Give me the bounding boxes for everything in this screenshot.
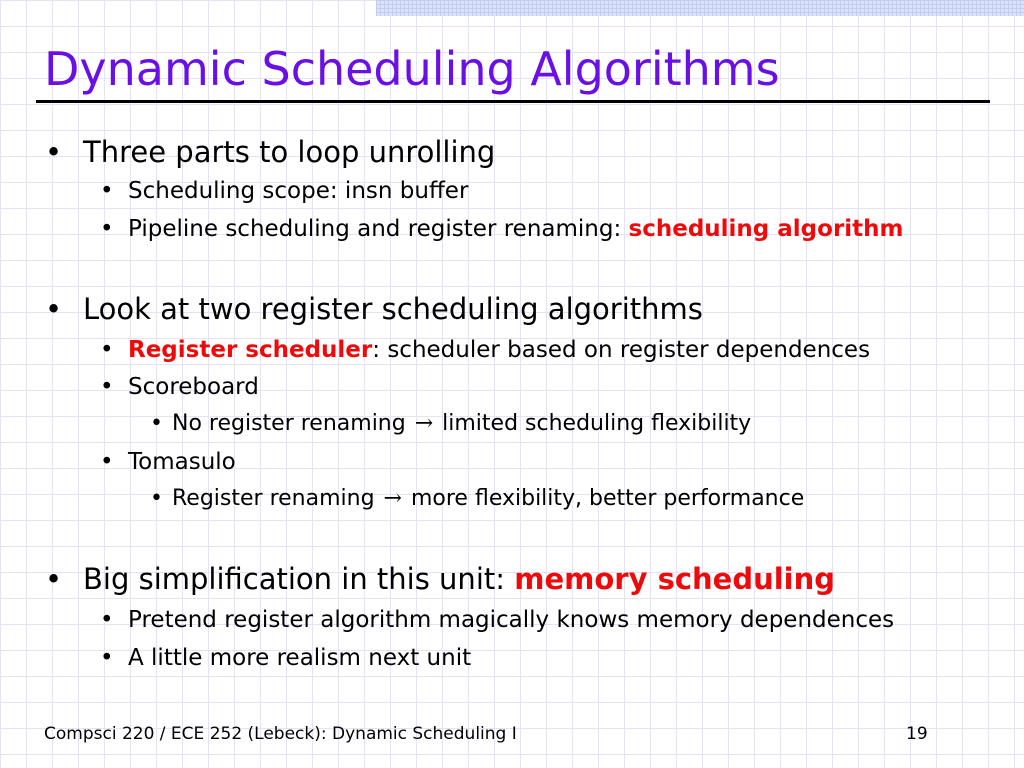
slide-title: Dynamic Scheduling Algorithms <box>44 42 780 96</box>
bullet-text: more flexibility, better performance <box>410 486 805 511</box>
highlight-text: memory scheduling <box>514 562 836 596</box>
bullet-dot: • <box>100 645 114 671</box>
bullet-memory-scheduling <box>45 561 836 597</box>
highlight-text: Register scheduler <box>128 337 373 363</box>
bullet-text: Big simplification in this unit: <box>83 562 515 596</box>
bullet-dot: • <box>100 337 114 363</box>
bullet-dot: • <box>100 178 114 204</box>
bullet-text: limited scheduling flexibility <box>442 411 752 436</box>
bullet-text: Register renaming <box>172 486 375 511</box>
bullet-dot: • <box>100 607 114 633</box>
footer-course: Compsci 220 / ECE 252 (Lebeck): Dynamic Scheduling I <box>44 724 517 744</box>
sub-bullet-realism <box>100 643 472 673</box>
sub-bullet-scoreboard <box>100 372 259 402</box>
bullet-dot: • <box>100 216 114 242</box>
bullet-dot: • <box>45 292 63 326</box>
sub-bullet-scheduling-scope <box>100 176 469 206</box>
bullet-register-algorithms <box>45 291 703 327</box>
bullet-text: Pipeline scheduling and register renaming: <box>128 216 629 242</box>
footer-page-number: 19 <box>906 724 928 744</box>
sub-sub-bullet-no-renaming <box>150 410 752 438</box>
bullet-dot: • <box>45 562 63 596</box>
bullet-text: Tomasulo <box>128 449 236 475</box>
bullet-text: Three parts to loop unrolling <box>83 135 496 169</box>
bullet-dot: • <box>45 135 63 169</box>
highlight-text: scheduling algorithm <box>628 216 904 242</box>
bullet-text: No register renaming <box>172 411 406 436</box>
sub-bullet-pipeline-scheduling <box>100 214 904 244</box>
bullet-dot: • <box>100 449 114 475</box>
sub-sub-bullet-renaming <box>150 485 805 513</box>
bullet-text: Pretend register algorithm magically knows memory dependences <box>128 607 895 633</box>
bullet-dot: • <box>150 486 163 511</box>
bullet-dot: • <box>150 411 163 436</box>
bullet-dot: • <box>100 374 114 400</box>
bullet-text: A little more realism next unit <box>128 645 472 671</box>
sub-bullet-memory-dependences <box>100 605 895 635</box>
bullet-loop-unrolling <box>45 134 496 170</box>
bullet-text: Look at two register scheduling algorithms <box>83 292 703 326</box>
right-arrow-icon: → <box>383 486 402 511</box>
bullet-text: Scoreboard <box>128 374 259 400</box>
bullet-text: Scheduling scope: insn buffer <box>128 178 469 204</box>
sub-bullet-register-scheduler <box>100 335 871 365</box>
sub-bullet-tomasulo <box>100 447 236 477</box>
bullet-text: : scheduler based on register dependences <box>372 337 871 363</box>
right-arrow-icon: → <box>414 411 434 436</box>
